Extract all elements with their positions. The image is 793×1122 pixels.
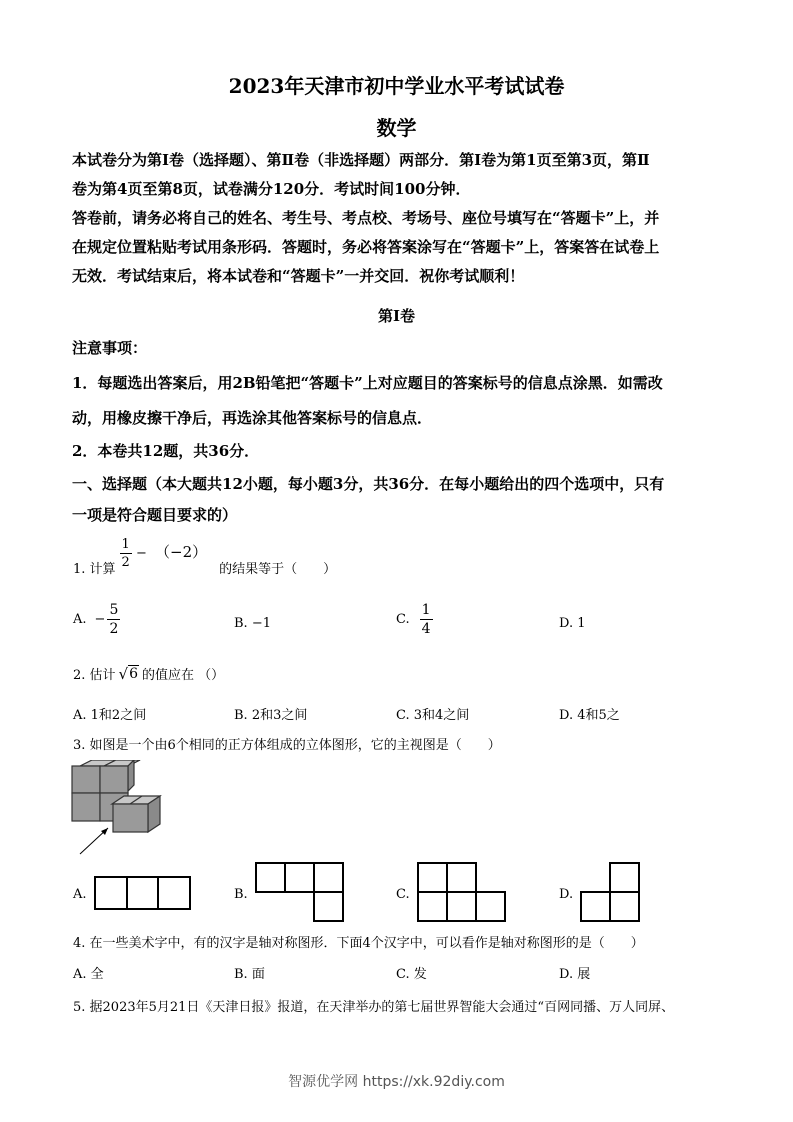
intro-line: 无效．考试结束后，将本试卷和“答题卡”一并交回．祝你考试顺利！ bbox=[72, 267, 525, 285]
note-1b: 动，用橡皮擦干净后，再选涂其他答案标号的信息点． bbox=[72, 409, 433, 427]
square-cell bbox=[94, 876, 128, 910]
q1-expression: $\frac{1}{2}$ − （−2） bbox=[121, 536, 208, 570]
square-cell bbox=[446, 862, 477, 893]
part-heading-a: 一、选择题（本大题共12小题，每小题3分，共36分．在每小题给出的四个选项中，只有 bbox=[72, 475, 665, 493]
question-2 bbox=[73, 664, 224, 683]
option-label: C. bbox=[396, 612, 410, 627]
part-heading-b: 一项是符合题目要求的） bbox=[72, 506, 238, 524]
q1-option-a[interactable] bbox=[73, 603, 120, 636]
q3-option-a[interactable]: A. bbox=[73, 887, 87, 902]
q2-option-c[interactable]: C. 3和4之间 bbox=[396, 708, 470, 723]
square-cell bbox=[157, 876, 191, 910]
intro-line: 卷为第4页至第8页，试卷满分120分．考试时间100分钟． bbox=[72, 180, 471, 198]
q1-a-fraction bbox=[107, 603, 120, 636]
q4-option-a[interactable]: A. 全 bbox=[73, 967, 104, 982]
intro-line: 在规定位置粘贴考试用条形码．答题时，务必将答案涂写在“答题卡”上，答案答在试卷上 bbox=[72, 238, 660, 256]
frac-den: 4 bbox=[421, 621, 431, 637]
question-3: 3. 如图是一个由6个相同的正方体组成的立体图形，它的主视图是（ ） bbox=[73, 738, 501, 753]
square-cell bbox=[417, 862, 448, 893]
q1-suffix: 的结果等于（ ） bbox=[219, 561, 337, 577]
q1-option-b[interactable]: B. −1 bbox=[234, 616, 271, 631]
q1-option-d[interactable]: D. 1 bbox=[559, 616, 586, 631]
cube-stack-figure bbox=[70, 760, 170, 860]
question-4: 4. 在一些美术字中，有的汉字是轴对称图形．下面4个汉字中，可以看作是轴对称图形的是（ ） bbox=[73, 936, 644, 951]
q2-option-a[interactable]: A. 1和2之间 bbox=[73, 708, 147, 723]
square-cell bbox=[417, 891, 448, 922]
note-2: 2．本卷共12题，共36分． bbox=[72, 442, 260, 460]
question-5: 5. 据2023年5月21日《天津日报》报道，在天津举办的第七届世界智能大会通过“百网同播、万人同屏、 bbox=[73, 1000, 675, 1015]
q3-option-c[interactable]: C. bbox=[396, 887, 410, 902]
square-cell bbox=[446, 891, 477, 922]
notes-block bbox=[72, 334, 724, 530]
frac-num: 5 bbox=[109, 602, 119, 618]
q1-prefix: 1. 计算 bbox=[73, 561, 116, 577]
q1-c-fraction bbox=[420, 603, 433, 636]
option-sign: − bbox=[94, 612, 106, 627]
intro-line: 本试卷分为第Ⅰ卷（选择题）、第Ⅱ卷（非选择题）两部分．第Ⅰ卷为第1页至第3页，第Ⅱ bbox=[72, 151, 650, 169]
intro-paragraph bbox=[72, 146, 724, 291]
page-title: 2023年天津市初中学业水平考试试卷 bbox=[228, 74, 565, 98]
q1-fraction bbox=[120, 538, 132, 569]
q1-frac-num: 1 bbox=[121, 536, 130, 552]
q3-option-a-figure[interactable] bbox=[94, 876, 191, 910]
footer-watermark: 智源优学网 https://xk.92diy.com bbox=[288, 1074, 505, 1090]
q3-option-c-figure[interactable] bbox=[417, 862, 508, 922]
frac-den: 2 bbox=[109, 621, 119, 637]
frac-num: 1 bbox=[421, 602, 431, 618]
q2-radicand: 6 bbox=[129, 666, 139, 682]
question-1 bbox=[73, 536, 337, 592]
square-cell bbox=[313, 891, 344, 922]
q4-option-d[interactable]: D. 展 bbox=[559, 967, 591, 982]
intro-line: 答卷前，请务必将自己的姓名、考生号、考点校、考场号、座位号填写在“答题卡”上，并 bbox=[72, 209, 660, 227]
subject-title: 数学 bbox=[376, 116, 417, 140]
square-cell bbox=[284, 862, 315, 893]
square-cell bbox=[609, 862, 640, 893]
section-title: 第Ⅰ卷 bbox=[377, 307, 416, 325]
q3-option-d-figure[interactable] bbox=[580, 862, 640, 922]
q3-option-b-figure[interactable] bbox=[255, 862, 345, 922]
square-cell bbox=[609, 891, 640, 922]
square-cell bbox=[126, 876, 160, 910]
q2-option-b[interactable]: B. 2和3之间 bbox=[234, 708, 308, 723]
q3-option-d[interactable]: D. bbox=[559, 887, 574, 902]
square-cell bbox=[255, 862, 286, 893]
q2-suffix: 的值应在 （） bbox=[142, 668, 225, 683]
q3-option-b[interactable]: B. bbox=[234, 887, 248, 902]
q1-frac-den: 2 bbox=[121, 554, 130, 570]
q1-option-c[interactable] bbox=[396, 603, 433, 636]
q2-prefix: 2. 估计 bbox=[73, 668, 116, 683]
radical-sign: √ bbox=[118, 664, 129, 683]
square-cell bbox=[313, 862, 344, 893]
q4-option-c[interactable]: C. 发 bbox=[396, 967, 427, 982]
notes-title: 注意事项： bbox=[72, 339, 148, 357]
q4-option-b[interactable]: B. 面 bbox=[234, 967, 265, 982]
q1-tail: （−2） bbox=[155, 542, 208, 561]
note-1a: 1．每题选出答案后，用2B铅笔把“答题卡”上对应题目的答案标号的信息点涂黑．如需改 bbox=[72, 374, 663, 392]
option-label: A. bbox=[73, 612, 87, 627]
q2-option-d[interactable]: D. 4和5之 bbox=[559, 708, 620, 723]
square-cell bbox=[475, 891, 506, 922]
square-cell bbox=[580, 891, 611, 922]
